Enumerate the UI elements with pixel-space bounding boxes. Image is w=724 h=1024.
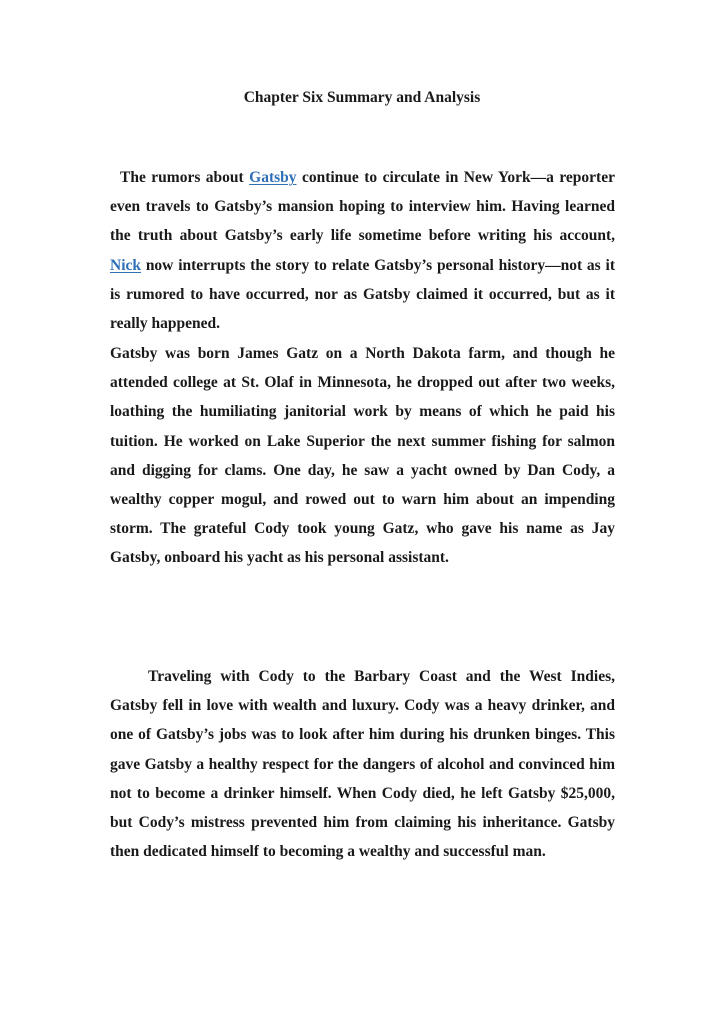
- paragraph-text: The rumors about: [120, 169, 250, 186]
- gatsby-link[interactable]: Gatsby: [249, 169, 297, 186]
- nick-link[interactable]: Nick: [110, 256, 141, 274]
- paragraph-early-life: Gatsby was born James Gatz on a North Dakota farm, and though he attended college at St. Olaf in Minnesota, he dropped out after two weeks, loathing the humiliating janitorial work by means of which he paid his tuition. He worked on Lake Superior the next summer fishing for salmon and digging for clams. One day, he saw a yacht owned by Dan Cody, a wealthy copper mogul, and rowed out to warn him about an impending storm. The grateful Cody took young Gatz, who gave his name as Jay Gatsby, onboard his yacht as his personal assistant.: [110, 345, 615, 567]
- paragraph-text: now interrupts the story to relate Gatsby’s personal history—not as it is rumored to have occurred, nor as Gatsby claimed it occurred, but as it really happened.: [110, 256, 615, 333]
- paragraph-cody-travels: Traveling with Cody to the Barbary Coast and the West Indies, Gatsby fell in love with wealth and luxury. Cody was a heavy drinker, and one of Gatsby’s jobs was to look after him during his drunken binges. This gave Gatsby a healthy respect for the dangers of alcohol and convinced him not to become a drinker himself. When Cody died, he left Gatsby $25,000, but Cody’s mistress prevented him from claiming his inheritance. Gatsby then dedicated himself to becoming a wealthy and successful man.: [110, 668, 615, 861]
- paragraph-rumors: [110, 163, 615, 338]
- page-title: Chapter Six Summary and Analysis: [243, 89, 481, 106]
- paragraph-text: continue to circulate in New York—a reporter even travels to Gatsby’s mansion hoping to interview him. Having learned the truth about Gatsby’s early life sometime before writing his account,: [110, 169, 615, 245]
